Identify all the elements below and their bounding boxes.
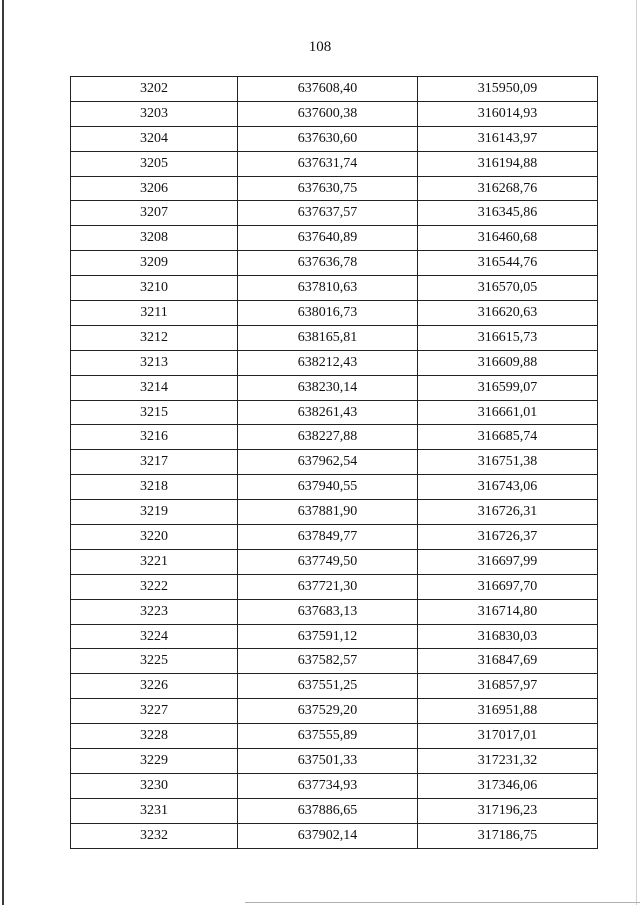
- y-coordinate-cell: 316857,97: [418, 674, 598, 699]
- y-coordinate-cell: 316599,07: [418, 375, 598, 400]
- point-number-cell: 3211: [71, 301, 238, 326]
- table-row: [71, 549, 598, 574]
- table-row: [71, 574, 598, 599]
- y-coordinate-cell: 316609,88: [418, 350, 598, 375]
- x-coordinate-cell: 637734,93: [238, 773, 418, 798]
- x-coordinate-cell: 638212,43: [238, 350, 418, 375]
- table-row: [71, 101, 598, 126]
- x-coordinate-cell: 637886,65: [238, 798, 418, 823]
- y-coordinate-cell: 317186,75: [418, 823, 598, 848]
- page-number: 108: [308, 39, 332, 55]
- scan-edge-left: [2, 0, 4, 905]
- x-coordinate-cell: 637551,25: [238, 674, 418, 699]
- scan-edge-bottom: [245, 902, 640, 903]
- point-number-cell: 3202: [71, 77, 238, 102]
- table-row: [71, 350, 598, 375]
- table-row: [71, 425, 598, 450]
- point-number-cell: 3222: [71, 574, 238, 599]
- x-coordinate-cell: 637849,77: [238, 525, 418, 550]
- point-number-cell: 3230: [71, 773, 238, 798]
- table-row: [71, 325, 598, 350]
- point-number-cell: 3224: [71, 624, 238, 649]
- x-coordinate-cell: 637529,20: [238, 699, 418, 724]
- point-number-cell: 3228: [71, 724, 238, 749]
- point-number-cell: 3218: [71, 475, 238, 500]
- point-number-cell: 3206: [71, 176, 238, 201]
- y-coordinate-cell: 316194,88: [418, 151, 598, 176]
- table-row: [71, 599, 598, 624]
- y-coordinate-cell: 316951,88: [418, 699, 598, 724]
- table-row: [71, 674, 598, 699]
- y-coordinate-cell: 316014,93: [418, 101, 598, 126]
- x-coordinate-cell: 637631,74: [238, 151, 418, 176]
- x-coordinate-cell: 637555,89: [238, 724, 418, 749]
- table-row: [71, 798, 598, 823]
- table-row: [71, 226, 598, 251]
- y-coordinate-cell: 317196,23: [418, 798, 598, 823]
- y-coordinate-cell: 316714,80: [418, 599, 598, 624]
- point-number-cell: 3231: [71, 798, 238, 823]
- table-row: [71, 251, 598, 276]
- y-coordinate-cell: 316544,76: [418, 251, 598, 276]
- y-coordinate-cell: 316268,76: [418, 176, 598, 201]
- x-coordinate-cell: 637636,78: [238, 251, 418, 276]
- table-row: [71, 151, 598, 176]
- table-row: [71, 301, 598, 326]
- scan-edge-right: [636, 0, 637, 905]
- y-coordinate-cell: 316460,68: [418, 226, 598, 251]
- table-row: [71, 773, 598, 798]
- point-number-cell: 3212: [71, 325, 238, 350]
- table-row: [71, 176, 598, 201]
- y-coordinate-cell: 316726,31: [418, 500, 598, 525]
- table-row: [71, 276, 598, 301]
- table-row: [71, 126, 598, 151]
- y-coordinate-cell: 316847,69: [418, 649, 598, 674]
- coordinates-table: [70, 76, 598, 849]
- point-number-cell: 3221: [71, 549, 238, 574]
- table-row: [71, 624, 598, 649]
- point-number-cell: 3207: [71, 201, 238, 226]
- x-coordinate-cell: 637749,50: [238, 549, 418, 574]
- y-coordinate-cell: 316345,86: [418, 201, 598, 226]
- x-coordinate-cell: 638230,14: [238, 375, 418, 400]
- table-row: [71, 201, 598, 226]
- point-number-cell: 3214: [71, 375, 238, 400]
- y-coordinate-cell: 317231,32: [418, 749, 598, 774]
- y-coordinate-cell: 316697,99: [418, 549, 598, 574]
- table-row: [71, 77, 598, 102]
- y-coordinate-cell: 316615,73: [418, 325, 598, 350]
- point-number-cell: 3229: [71, 749, 238, 774]
- y-coordinate-cell: 316661,01: [418, 400, 598, 425]
- point-number-cell: 3210: [71, 276, 238, 301]
- y-coordinate-cell: 316743,06: [418, 475, 598, 500]
- x-coordinate-cell: 637630,60: [238, 126, 418, 151]
- table-row: [71, 525, 598, 550]
- coordinates-table-body: [71, 77, 598, 849]
- x-coordinate-cell: 638261,43: [238, 400, 418, 425]
- point-number-cell: 3204: [71, 126, 238, 151]
- table-row: [71, 375, 598, 400]
- y-coordinate-cell: 316685,74: [418, 425, 598, 450]
- x-coordinate-cell: 637962,54: [238, 450, 418, 475]
- point-number-cell: 3215: [71, 400, 238, 425]
- table-row: [71, 749, 598, 774]
- point-number-cell: 3223: [71, 599, 238, 624]
- y-coordinate-cell: 316570,05: [418, 276, 598, 301]
- x-coordinate-cell: 637640,89: [238, 226, 418, 251]
- x-coordinate-cell: 638016,73: [238, 301, 418, 326]
- table-row: [71, 699, 598, 724]
- x-coordinate-cell: 637810,63: [238, 276, 418, 301]
- table-row: [71, 500, 598, 525]
- x-coordinate-cell: 637683,13: [238, 599, 418, 624]
- table-row: [71, 475, 598, 500]
- x-coordinate-cell: 637637,57: [238, 201, 418, 226]
- x-coordinate-cell: 637940,55: [238, 475, 418, 500]
- point-number-cell: 3232: [71, 823, 238, 848]
- y-coordinate-cell: 316751,38: [418, 450, 598, 475]
- x-coordinate-cell: 637630,75: [238, 176, 418, 201]
- y-coordinate-cell: 317017,01: [418, 724, 598, 749]
- x-coordinate-cell: 637501,33: [238, 749, 418, 774]
- point-number-cell: 3227: [71, 699, 238, 724]
- point-number-cell: 3216: [71, 425, 238, 450]
- y-coordinate-cell: 317346,06: [418, 773, 598, 798]
- x-coordinate-cell: 637881,90: [238, 500, 418, 525]
- x-coordinate-cell: 637608,40: [238, 77, 418, 102]
- x-coordinate-cell: 637902,14: [238, 823, 418, 848]
- point-number-cell: 3220: [71, 525, 238, 550]
- point-number-cell: 3205: [71, 151, 238, 176]
- x-coordinate-cell: 637600,38: [238, 101, 418, 126]
- point-number-cell: 3203: [71, 101, 238, 126]
- x-coordinate-cell: 637582,57: [238, 649, 418, 674]
- x-coordinate-cell: 637591,12: [238, 624, 418, 649]
- point-number-cell: 3208: [71, 226, 238, 251]
- table-row: [71, 450, 598, 475]
- table-row: [71, 823, 598, 848]
- x-coordinate-cell: 638165,81: [238, 325, 418, 350]
- point-number-cell: 3217: [71, 450, 238, 475]
- table-row: [71, 724, 598, 749]
- table-row: [71, 649, 598, 674]
- point-number-cell: 3219: [71, 500, 238, 525]
- y-coordinate-cell: 316726,37: [418, 525, 598, 550]
- x-coordinate-cell: 638227,88: [238, 425, 418, 450]
- point-number-cell: 3209: [71, 251, 238, 276]
- point-number-cell: 3226: [71, 674, 238, 699]
- point-number-cell: 3213: [71, 350, 238, 375]
- table-row: [71, 400, 598, 425]
- y-coordinate-cell: 315950,09: [418, 77, 598, 102]
- x-coordinate-cell: 637721,30: [238, 574, 418, 599]
- y-coordinate-cell: 316830,03: [418, 624, 598, 649]
- y-coordinate-cell: 316143,97: [418, 126, 598, 151]
- point-number-cell: 3225: [71, 649, 238, 674]
- y-coordinate-cell: 316620,63: [418, 301, 598, 326]
- y-coordinate-cell: 316697,70: [418, 574, 598, 599]
